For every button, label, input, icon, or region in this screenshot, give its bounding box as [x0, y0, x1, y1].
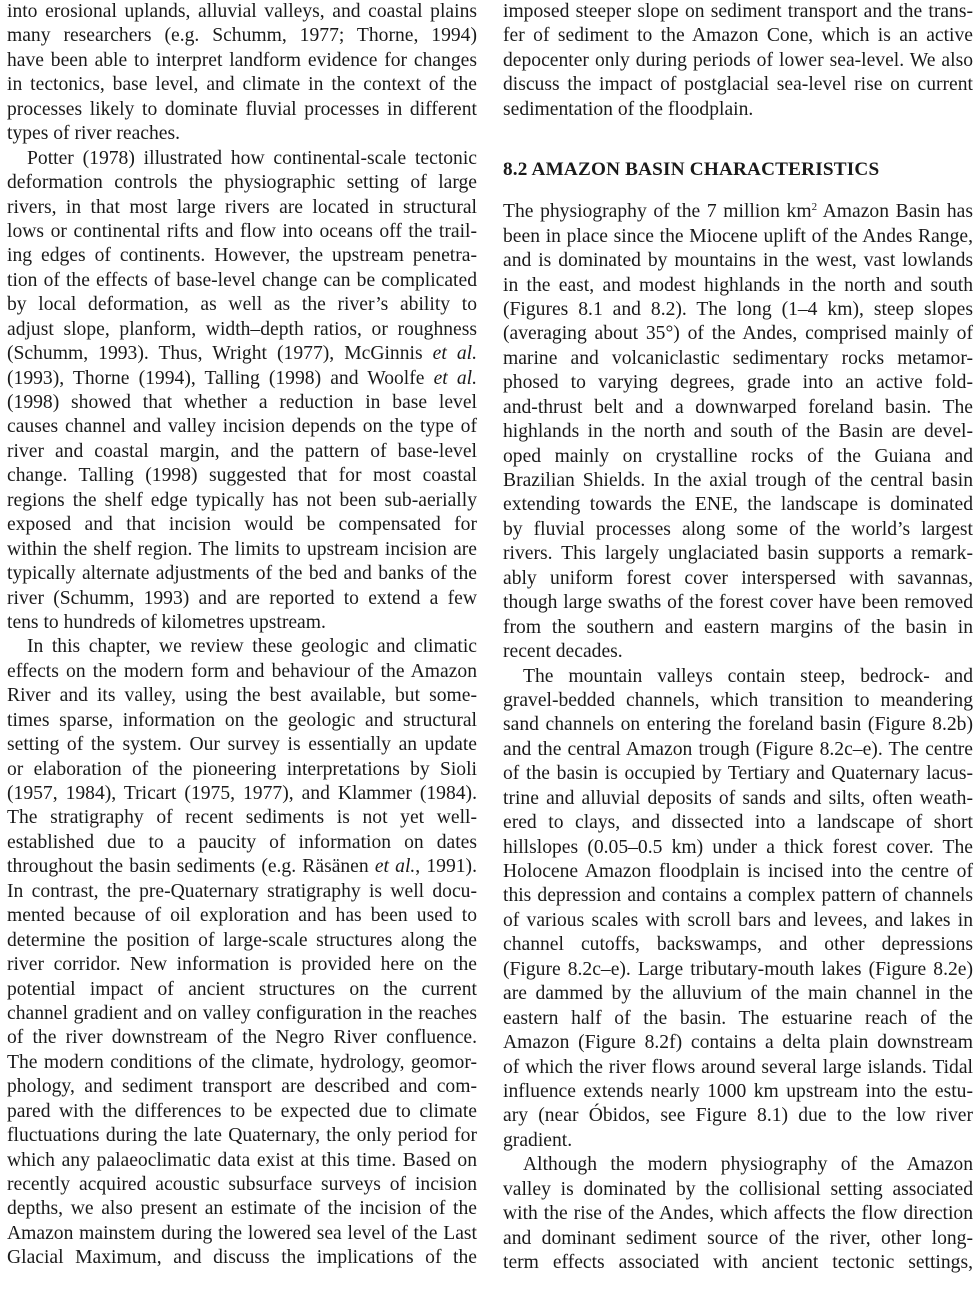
- italic-citation: et al.: [374, 856, 416, 878]
- text-line: into erosional uplands, alluvial valleys, and coastal plains: [7, 1, 477, 22]
- text-line: depocenter only during periods of lower sea-level. We also: [503, 49, 973, 71]
- text-line: The physiography of the 7 million $km^2$ Amazon Basin has: [503, 201, 973, 223]
- text-line: and the central Amazon trough (Figure 8.2c–e). The centre: [503, 738, 973, 760]
- text-line: phology, and sediment transport are described and com-: [7, 1076, 477, 1098]
- text-line: recently acquired acoustic subsurface surveys of incision: [7, 1174, 477, 1195]
- text-line: (1998) showed that whether a reduction in base level: [7, 392, 477, 413]
- text-line: The mountain valleys contain steep, bedrock- and: [523, 665, 973, 687]
- text-line: ered to clays, and dissected into a landscape of short: [503, 812, 973, 834]
- text-line: of the basin is occupied by Tertiary and Quaternary lacus-: [503, 763, 973, 785]
- text-line: which any palaeoclimatic data exist at this time. Based on: [7, 1149, 477, 1171]
- text-line: types of river reaches.: [7, 123, 180, 145]
- text-line: many researchers (e.g. Schumm, 1977; Thorne, 1994): [7, 25, 477, 47]
- text-line: sand channels on entering the foreland basin (Figure 8.2b): [503, 714, 973, 736]
- text-line: highlands in the north and south of the Basin are devel-: [503, 421, 973, 443]
- text-line: rivers. This largely unglaciated basin supports a remark-: [503, 543, 973, 565]
- text-line: (1957, 1984), Tricart (1975, 1977), and Klammer (1984).: [7, 783, 477, 804]
- text-line: In contrast, the pre-Quaternary stratigraphy is well docu-: [7, 880, 477, 902]
- text-line: established due to a paucity of information on dates: [7, 831, 477, 853]
- text-line: in the east, and modest highlands in the north and south: [503, 274, 973, 296]
- text-line: sedimentation of the floodplain.: [503, 98, 754, 120]
- text-line: Glacial Maximum, and discuss the implications of the: [7, 1247, 477, 1269]
- text-line: extending towards the ENE, the landscape is dominated: [503, 494, 973, 516]
- text-line: River and its valley, using the best available, but some-: [7, 685, 477, 707]
- text-line: hillslopes (0.05–0.5 km) under a thick forest cover. The: [503, 836, 973, 858]
- text-line: regions the shelf edge typically has not been sub-aerially: [7, 489, 477, 511]
- text-line: times sparse, information on the geologic and structural: [7, 709, 477, 731]
- text-line: change. Talling (1998) suggested that for most coastal: [7, 465, 477, 487]
- text-line: causes channel and valley incision depends on the type of: [7, 416, 477, 438]
- left-column: [7, 0, 477, 1271]
- text-line: Amazon mainstem during the lowered sea level of the Last: [7, 1222, 477, 1244]
- text-line: pared with the differences to be expected due to climate: [7, 1100, 477, 1122]
- text-line: Potter (1978) illustrated how continental-scale tectonic: [27, 147, 477, 169]
- text-line: in tectonics, base level, and climate in the context of the: [7, 74, 477, 96]
- text-line: typically alternate adjustments of the bed and banks of the: [7, 563, 477, 585]
- text-line: river and coastal margin, and the pattern of base-level: [7, 440, 477, 462]
- text-line: marine and volcaniclastic sedimentary rocks metamor-: [503, 347, 973, 369]
- text-line: (Figures 8.1 and 8.2). The long (1–4 km), steep slopes: [503, 298, 973, 320]
- text-line: and is dominated by mountains in the west, vast lowlands: [503, 250, 973, 272]
- text-line: discuss the impact of postglacial sea-level rise on current: [503, 74, 973, 96]
- text-line: with the rise of the Andes, which affects the flow direction: [503, 1203, 973, 1225]
- text-line: tion of the effects of base-level change can be complicated: [7, 269, 477, 291]
- superscript: 2: [811, 201, 818, 214]
- text-line: The modern conditions of the climate, hydrology, geomor-: [7, 1051, 477, 1073]
- text-line: deformation controls the physiographic setting of large: [7, 172, 477, 194]
- text-line: channel gradient and on valley configuration in the reaches: [7, 1002, 477, 1024]
- text-line: and dominant sediment source of the river, other long-: [503, 1227, 973, 1249]
- text-line: by fluvial processes along some of the world’s largest: [503, 518, 973, 540]
- text-line: (1993), Thorne (1994), Talling (1998) and Woolfe et al.: [7, 367, 477, 389]
- text-line: fer of sediment to the Amazon Cone, which is an active: [503, 25, 973, 47]
- text-line: potential impact of ancient structures on the current: [7, 978, 477, 1000]
- text-line: fluctuations during the late Quaternary, the only period for: [7, 1125, 477, 1147]
- text-line: of various scales with scroll bars and levees, and lakes in: [503, 909, 973, 931]
- text-line: of the river downstream of the Negro River confluence.: [7, 1027, 477, 1049]
- text-line: Although the modern physiography of the Amazon: [523, 1154, 973, 1176]
- text-line: or elaboration of the pioneering interpretations by Sioli: [7, 758, 477, 780]
- text-line: Brazilian Shields. In the axial trough of the central basin: [503, 470, 973, 491]
- text-line: processes likely to dominate fluvial processes in different: [7, 98, 477, 120]
- text-line: river (Schumm, 1993) and are reported to extend a few: [7, 587, 477, 609]
- text-line: tens to hundreds of kilometres upstream.: [7, 611, 326, 633]
- text-line: throughout the basin sediments (e.g. Räsänen et al., 1991).: [7, 856, 477, 878]
- text-line: lows or continental rifts and flow into oceans off the trail-: [7, 220, 477, 242]
- text-line: (Schumm, 1993). Thus, Wright (1977), McGinnis et al.: [7, 343, 477, 365]
- text-line: trine and alluvial deposits of sands and silts, often weath-: [503, 787, 973, 809]
- text-line: mented because of oil exploration and has been used to: [7, 905, 477, 927]
- text-line: exposed and that incision would be compensated for: [7, 514, 477, 536]
- right-column-intro-text: [503, 0, 973, 122]
- text-line: depths, we also present an estimate of the incision of the: [7, 1198, 477, 1220]
- text-line: setting of the system. Our survey is essentially an update: [7, 734, 477, 756]
- text-line: within the shelf region. The limits to upstream incision are: [7, 538, 477, 560]
- text-line: oped mainly on crystalline rocks of the Guiana and: [503, 445, 973, 467]
- left-column-text: [7, 0, 477, 1271]
- italic-citation: et al.: [432, 343, 477, 365]
- text-line: been in place since the Miocene uplift of the Andes Range,: [503, 225, 973, 247]
- text-line: effects on the modern form and behaviour of the Amazon: [7, 660, 477, 682]
- text-line: term effects associated with ancient tectonic settings,: [503, 1252, 973, 1273]
- text-line: eastern half of the basin. The estuarine reach of the: [503, 1007, 973, 1029]
- text-line: adjust slope, planform, width–depth ratios, or roughness: [7, 318, 477, 340]
- text-line: ably uniform forest cover interspersed with savannas,: [503, 567, 973, 589]
- text-line: by local deformation, as well as the river’s ability to: [7, 294, 477, 316]
- text-line: In this chapter, we review these geologic and climatic: [27, 636, 477, 658]
- text-line: though large swaths of the forest cover have been removed: [503, 592, 973, 614]
- text-line: rivers, in that most large rivers are located in structural: [7, 196, 477, 218]
- text-line: Holocene Amazon floodplain is incised into the centre of: [503, 861, 973, 882]
- text-line: phosed to varying degrees, grade into an active fold-: [503, 372, 973, 394]
- text-line: The stratigraphy of recent sediments is not yet well-: [7, 807, 477, 829]
- text-line: valley is dominated by the collisional setting associated: [503, 1178, 973, 1200]
- text-line: (Figure 8.2c–e). Large tributary-mouth lakes (Figure 8.2e): [503, 958, 973, 980]
- text-line: ing edges of continents. However, the upstream penetra-: [7, 245, 477, 267]
- text-line: and-thrust belt and a downwarped foreland basin. The: [503, 396, 973, 418]
- text-line: channel cutoffs, backswamps, and other depressions: [503, 934, 973, 956]
- text-line: (averaging about 35°) of the Andes, comprised mainly of: [503, 323, 973, 345]
- text-line: river corridor. New information is provided here on the: [7, 954, 477, 976]
- text-line: have been able to interpret landform evidence for changes: [7, 49, 477, 71]
- text-line: recent decades.: [503, 641, 623, 663]
- text-line: gradient.: [503, 1129, 573, 1151]
- right-column: [503, 0, 973, 1275]
- text-line: imposed steeper slope on sediment transport and the trans-: [503, 1, 973, 22]
- text-line: gravel-bedded channels, which transition to meandering: [503, 689, 973, 711]
- text-line: influence extends nearly 1000 km upstream into the estu-: [503, 1080, 973, 1102]
- italic-citation: et al.: [433, 367, 477, 389]
- text-line: of which the river flows around several large islands. Tidal: [503, 1056, 973, 1078]
- text-line: determine the position of large-scale structures along the: [7, 929, 477, 951]
- text-line: ary (near Óbidos, see Figure 8.1) due to the low river: [503, 1105, 973, 1127]
- text-line: from the southern and eastern margins of the basin in: [503, 616, 973, 638]
- text-line: Amazon (Figure 8.2f) contains a delta plain downstream: [503, 1032, 973, 1054]
- text-line: are dammed by the alluvium of the main channel in the: [503, 983, 973, 1005]
- section-heading: 8.2 AMAZON BASIN CHARACTERISTICS: [503, 159, 880, 181]
- section-body-text: [503, 200, 973, 1275]
- text-line: this depression and contains a complex pattern of channels: [503, 885, 973, 907]
